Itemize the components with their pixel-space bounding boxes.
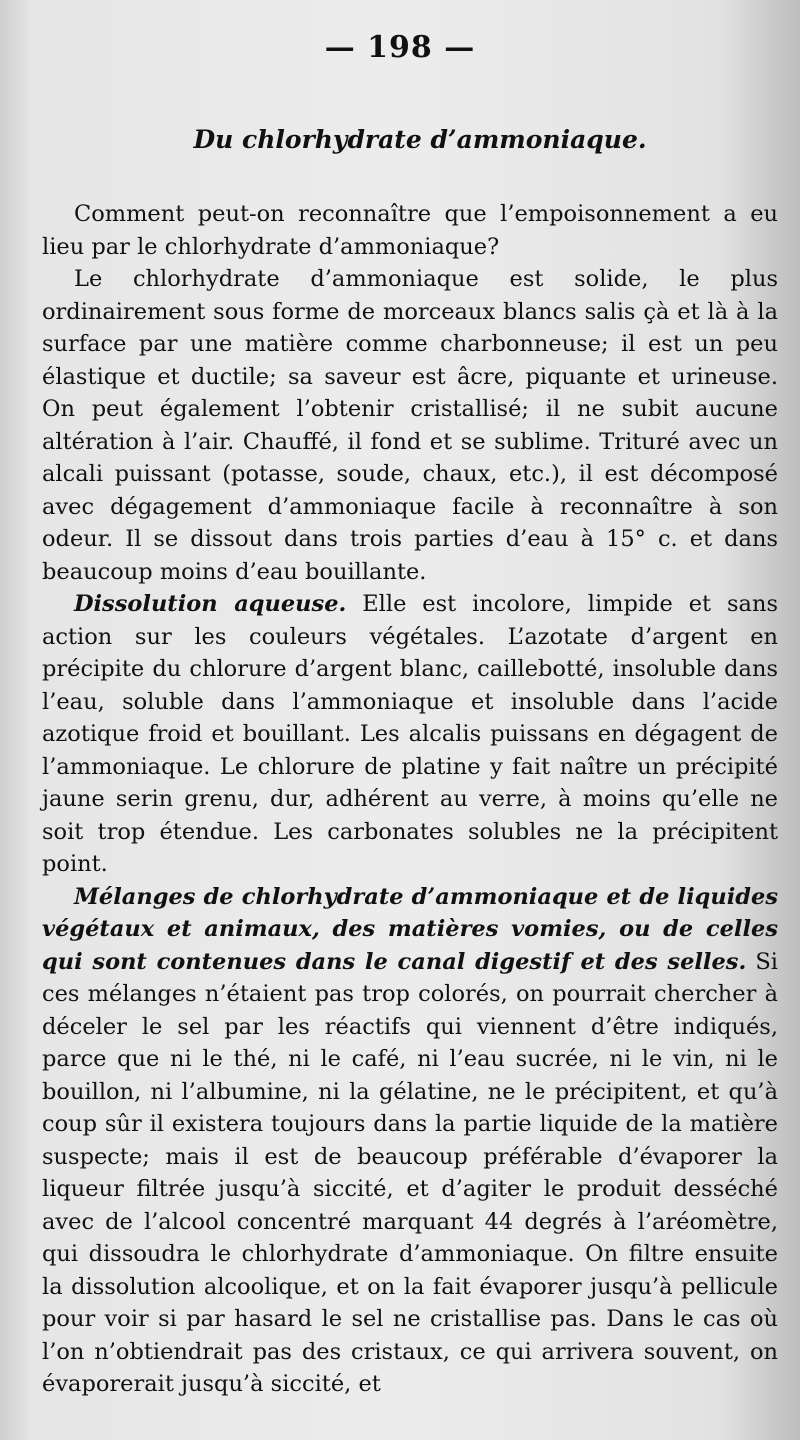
paragraph-text: Le chlorhydrate d’ammoniaque est solide, le plus ordinairement sous forme de morceaux blancs salis çà et là à la surface par une matière comme charbonneuse; il est un peu élastique et ductile; sa saveur est âcre, piquante et urineuse. On peut également l’obtenir cristallisé; il ne subit aucune altération à l’air. Chauffé, il fond et se sublime. Trituré avec un alcali puissant (potasse, soude, chaux, etc.), il est décomposé avec dégagement d’ammoniaque facile à reconnaître à son odeur. Il se dissout dans trois parties d’eau à 15° c. et dans beaucoup moins d’eau bouillante.	[42, 266, 778, 585]
paragraph-text: Comment peut-on reconnaître que l’empoisonnement a eu lieu par le chlorhydrate d’ammoniaque?	[42, 201, 778, 260]
body-text	[42, 198, 778, 1401]
paragraph-lead: Mélanges de chlorhydrate d’ammoniaque et de liquides végétaux et animaux, des matières vomies, ou de celles qui sont contenues dans le canal digestif et des selles.	[42, 883, 778, 975]
paragraph-dissolution	[42, 588, 778, 881]
paragraph-melanges	[42, 881, 778, 1401]
paragraph-text: Elle est incolore, limpide et sans action sur les couleurs végétales. L’azotate d’argent en précipite du chlorure d’argent blanc, caillebotté, insoluble dans l’eau, soluble dans l’ammoniaque et insoluble dans l’acide azotique froid et bouillant. Les alcalis puissans en dégagent de l’ammoniaque. Le chlorure de platine y fait naître un précipité jaune serin grenu, dur, adhérent au verre, à moins qu’elle ne soit trop étendue. Les carbonates solubles ne la précipitent point.	[42, 591, 778, 877]
paragraph-text: Si ces mélanges n’étaient pas trop colorés, on pourrait chercher à déceler le sel par les réactifs qui viennent d’être indiqués, parce que ni le thé, ni le café, ni l’eau sucrée, ni le vin, ni le bouillon, ni l’albumine, ni la gélatine, ne le précipitent, et qu’à coup sûr il existera toujours dans la partie liquide de la matière suspecte; mais il est de beaucoup préférable d’évaporer la liqueur filtrée jusqu’à siccité, et d’agiter le produit desséché avec de l’alcool concentré marquant 44 degrés à l’aréomètre, qui dissoudra le chlorhydrate d’ammoniaque. On filtre ensuite la dissolution alcoolique, et on la fait évaporer jusqu’à pellicule pour voir si par hasard le sel ne cristallise pas. Dans le cas où l’on n’obtiendrait pas des cristaux, ce qui arrivera souvent, on évaporerait jusqu’à siccité, et	[42, 948, 779, 1397]
paragraph-lead: Dissolution aqueuse.	[74, 591, 347, 617]
paragraph-question	[42, 198, 778, 263]
paragraph-description	[42, 263, 778, 588]
section-title: Du chlorhydrate d’ammoniaque.	[193, 125, 647, 154]
page-number: — 198 —	[324, 30, 476, 65]
